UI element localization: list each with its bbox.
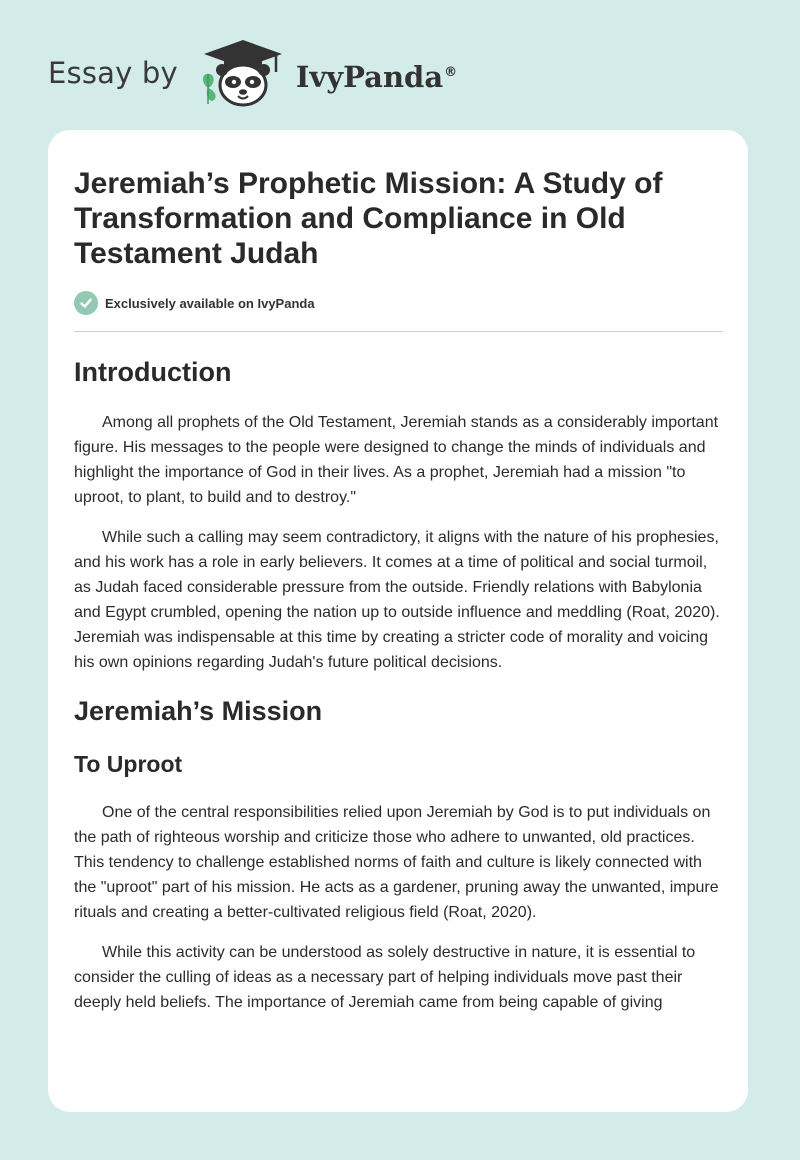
check-circle-icon (74, 291, 98, 315)
section-heading-mission: Jeremiah’s Mission (74, 696, 323, 726)
exclusive-badge-label: Exclusively available on IvyPanda (105, 295, 315, 311)
page-title: Jeremiah’s Prophetic Mission: A Study of Transformation and Compliance in Old Testament Judah (74, 167, 663, 270)
essay-content (74, 166, 724, 1015)
essay-by-label: Essay by (48, 56, 178, 90)
subheading-to-uproot: To Uproot (74, 751, 183, 777)
paragraph: Among all prophets of the Old Testament, Jeremiah stands as a considerably important figure. His messages to the people were designed to change the minds of individuals and highlight the importance of God in their lives. As a prophet, Jeremiah had a mission "to uproot, to plant, to build and to destroy." (74, 414, 719, 506)
divider (74, 331, 723, 332)
paragraph: While such a calling may seem contradictory, it aligns with the nature of his prophesies, and his work has a role in early believers. It comes at a time of political and social turmoil, as Judah faced considerable pressure from the outside. Friendly relations with Babylonia and Egypt crumbled, opening the nation up to outside influence and meddling (Roat, 2020). Jeremiah was indispensable at this time by creating a stricter code of morality and voicing his own opinions regarding Judah's future political decisions. (74, 529, 720, 671)
paragraph: While this activity can be understood as solely destructive in nature, it is essential to consider the culling of ideas as a necessary part of helping individuals move past their deeply held beliefs. The importance of Jeremiah came from being capable of giving (74, 944, 696, 1011)
paragraph: One of the central responsibilities relied upon Jeremiah by God is to put individuals on the path of righteous worship and criticize those who adhere to unwanted, old practices. This tendency to challenge established norms of faith and culture is likely connected with the "uproot" part of his mission. He acts as a gardener, pruning away the unwanted, impure rituals and creating a better-cultivated religious field (Roat, 2020). (74, 804, 719, 921)
exclusive-badge (74, 289, 724, 317)
section-heading-introduction: Introduction (74, 357, 232, 387)
essay-card (48, 130, 748, 1112)
registered-mark: ® (444, 65, 458, 81)
brand-name[interactable]: IvyPanda® (295, 60, 458, 94)
panda-logo-icon[interactable] (196, 38, 290, 108)
site-header (48, 38, 457, 108)
